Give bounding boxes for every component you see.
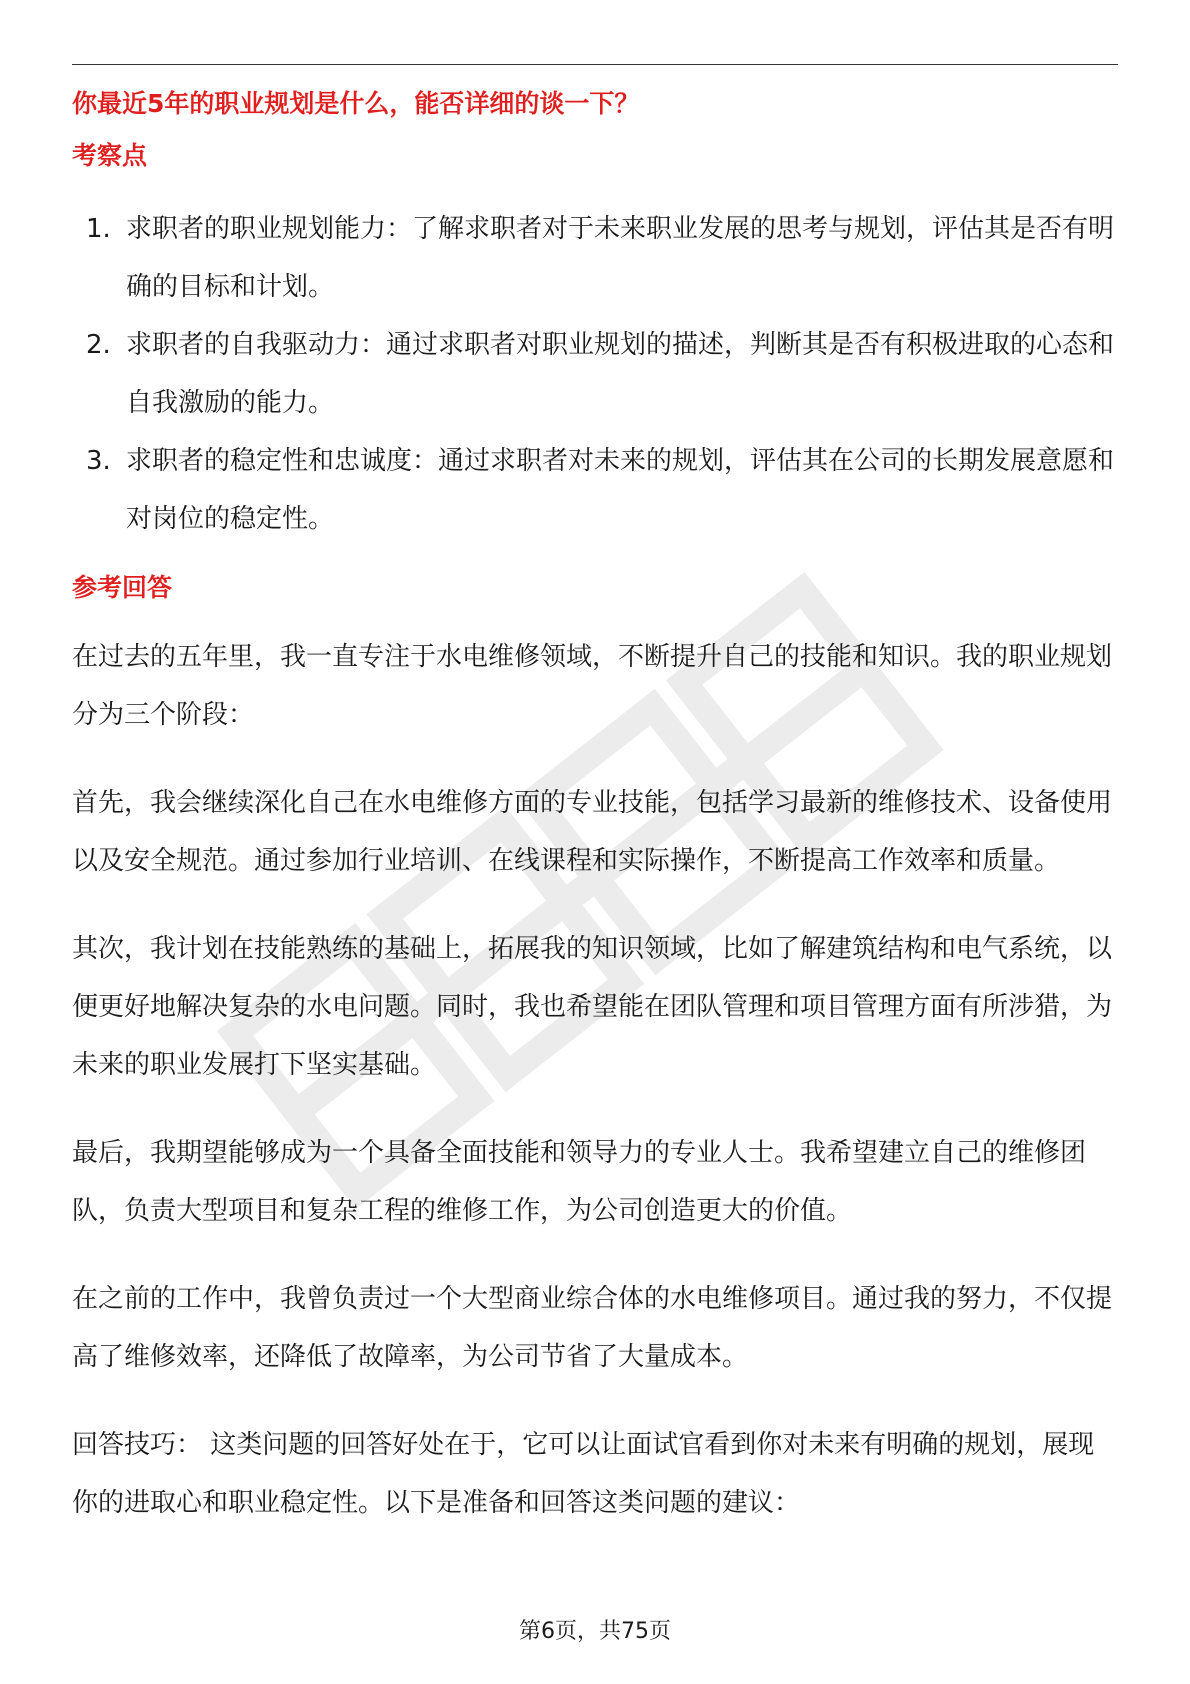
paragraph: 在过去的五年里，我一直专注于水电维修领域，不断提升自己的技能和知识。我的职业规划分为三个阶段： [72,642,1113,730]
paragraph: 回答技巧： 这类问题的回答好处在于，它可以让面试官看到你对未来有明确的规划，展现你的进取心和职业稳定性。以下是准备和回答这类问题的建议： [72,1430,1095,1518]
points-list [72,200,1118,548]
list-item [72,432,1118,548]
list-item [72,316,1118,432]
paragraph: 首先，我会继续深化自己在水电维修方面的专业技能，包括学习最新的维修技术、设备使用以及安全规范。通过参加行业培训、在线课程和实际操作，不断提高工作效率和质量。 [72,788,1113,876]
list-number: 2. [86,330,111,360]
list-number: 1. [86,214,111,244]
paragraph: 最后，我期望能够成为一个具备全面技能和领导力的专业人士。我希望建立自己的维修团队，负责大型项目和复杂工程的维修工作，为公司创造更大的价值。 [72,1138,1087,1226]
page-footer: 第6页，共75页 [519,1619,671,1644]
list-text: 求职者的稳定性和忠诚度：通过求职者对未来的规划，评估其在公司的长期发展意愿和对岗位的稳定性。 [126,446,1115,534]
paragraph: 其次，我计划在技能熟练的基础上，拓展我的知识领域，比如了解建筑结构和电气系统，以便更好地解决复杂的水电问题。同时，我也希望能在团队管理和项目管理方面有所涉猎，为未来的职业发展打下坚实基础。 [72,934,1113,1080]
question-title: 你最近5年的职业规划是什么，能否详细的谈一下？ [72,89,640,118]
section-heading-points: 考察点 [72,141,148,170]
list-text: 求职者的职业规划能力：了解求职者对于未来职业发展的思考与规划，评估其是否有明确的目标和计划。 [126,214,1115,302]
paragraph: 在之前的工作中，我曾负责过一个大型商业综合体的水电维修项目。通过我的努力，不仅提高了维修效率，还降低了故障率，为公司节省了大量成本。 [72,1284,1113,1372]
header-rule [72,64,1118,65]
list-number: 3. [86,446,111,476]
section-heading-answer: 参考回答 [72,573,173,602]
document-body [72,78,1118,1532]
list-item [72,200,1118,316]
list-text: 求职者的自我驱动力：通过求职者对职业规划的描述，判断其是否有积极进取的心态和自我激励的能力。 [126,330,1115,418]
